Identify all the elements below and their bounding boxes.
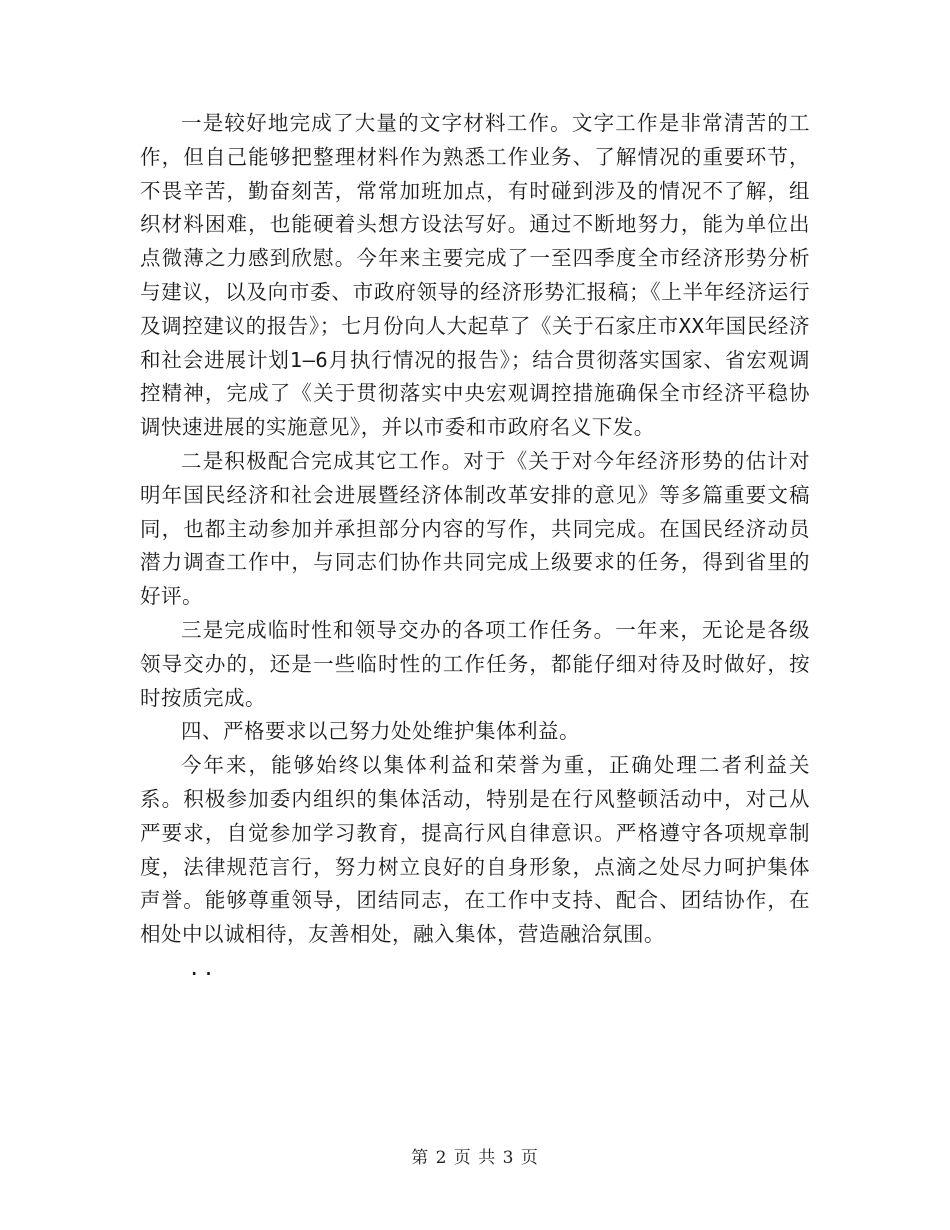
paragraph-2: 二是积极配合完成其它工作。对于《关于对今年经济形势的估计对明年国民经济和社会进展暨经济体制改革安排的意见》等多篇重要文稿同，也都主动参加并承担部分内容的写作，共同完成。在国民经济动员潜力调查工作中，与同志们协作共同完成上级要求的任务，得到省里的好评。 bbox=[140, 448, 810, 609]
document-body bbox=[140, 107, 810, 986]
section-heading-4: 四、严格要求以己努力处处维护集体利益。 bbox=[181, 719, 580, 744]
trailing-dots: .. bbox=[188, 955, 217, 980]
page-number-footer: 第 2 页 共 3 页 bbox=[411, 1148, 539, 1168]
paragraph-5: 今年来，能够始终以集体利益和荣誉为重，正确处理二者利益关系。积极参加委内组织的集体活动，特别是在行风整顿活动中，对己从严要求，自觉参加学习教育，提高行风自律意识。严格遵守各项规章制度，法律规范言行，努力树立良好的自身形象，点滴之处尽力呵护集体声誉。能够尊重领导，团结同志，在工作中支持、配合、团结协作，在相处中以诚相待，友善相处，融入集体，营造融洽氛围。 bbox=[140, 753, 810, 947]
paragraph-3: 三是完成临时性和领导交办的各项工作任务。一年来，无论是各级领导交办的，还是一些临时性的工作任务，都能仔细对待及时做好，按时按质完成。 bbox=[140, 617, 810, 710]
paragraph-1: 一是较好地完成了大量的文字材料工作。文字工作是非常清苦的工作，但自己能够把整理材料作为熟悉工作业务、了解情况的重要环节，不畏辛苦，勤奋刻苦，常常加班加点，有时碰到涉及的情况不了解，组织材料困难，也能硬着头想方设法写好。通过不断地努力，能为单位出点微薄之力感到欣慰。今年来主要完成了一至四季度全市经济形势分析与建议，以及向市委、市政府领导的经济形势汇报稿；《上半年经济运行及调控建议的报告》；七月份向人大起草了《关于石家庄市XX年国民经济和社会进展计划1—6月执行情况的报告》；结合贯彻落实国家、省宏观调控精神，完成了《关于贯彻落实中央宏观调控措施确保全市经济平稳协调快速进展的实施意见》，并以市委和市政府名义下发。 bbox=[140, 111, 810, 440]
